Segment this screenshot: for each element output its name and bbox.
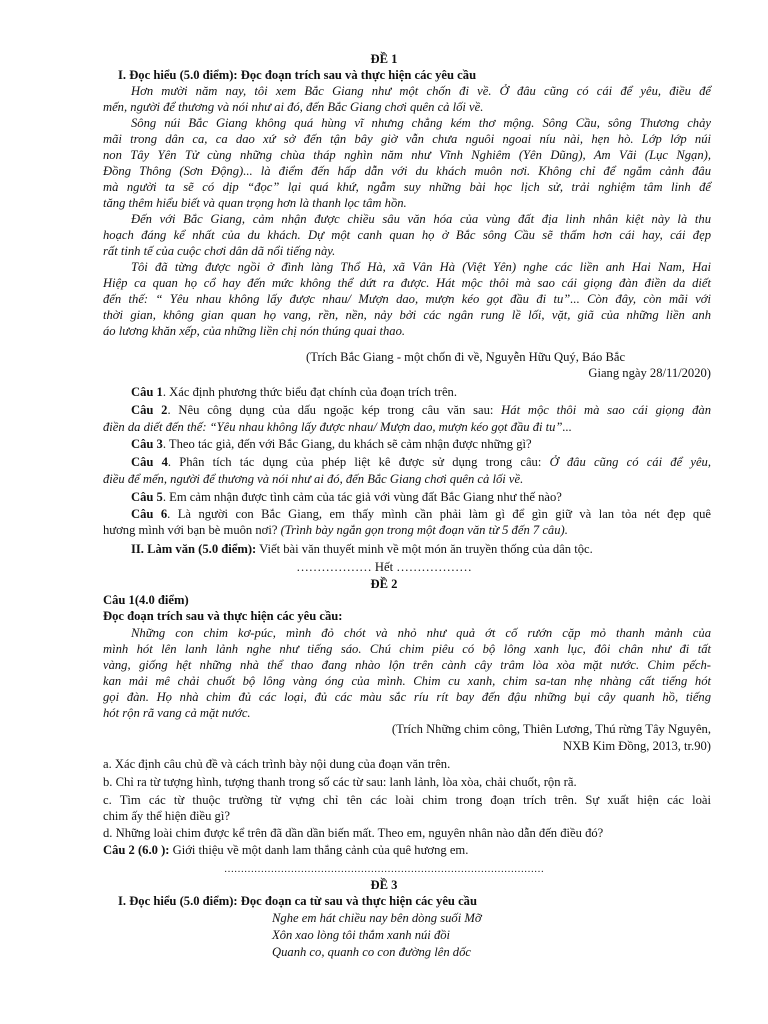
de2-question-a: a. Xác định câu chủ đề và cách trình bày nội dung của đoạn văn trên. bbox=[103, 757, 451, 771]
de2-question-d: d. Những loài chim được kể trên đã dần dần biến mất. Theo em, nguyên nhân nào dẫn đến điều đó? bbox=[103, 826, 604, 840]
de1-question-3: Câu 3. Theo tác giả, đến với Bắc Giang, du khách sẽ cảm nhận được những gì? bbox=[131, 437, 532, 451]
de1-question-2: Câu 2. Nêu công dụng của dấu ngoặc kép trong câu văn sau: Hát mộc thôi mà sao cái giọng đàn bbox=[131, 403, 711, 417]
de2-passage-line: gọi đàn. Họ nhà chim đủ các loại, đủ các màu sắc ríu rít bay đến đậu những bụi cây quanh hồ, tiếng bbox=[103, 690, 711, 704]
de2-question-b: b. Chỉ ra từ tượng hình, tượng thanh trong số các từ sau: lanh lảnh, lòa xòa, chải chuốt, rộn rã. bbox=[103, 775, 577, 789]
de1-question-6: Câu 6. Là người con Bắc Giang, em thấy mình cần phải làm gì để gìn giữ và lan tỏa nét đẹp quê bbox=[131, 507, 711, 521]
de1-source-line1: (Trích Bắc Giang - một chốn đi về, Nguyễn Hữu Quý, Báo Bắc bbox=[306, 350, 626, 364]
de1-passage-line: đến thế: “ Yêu nhau không lấy được nhau/ Mượn dao, mượn kéo gọt đầu đi tu”... Còn đây, còn mãi với bbox=[103, 292, 711, 306]
de1-passage-line: thời gian, không gian quan họ vang, rền, nền, nảy bởi các ngân rung lề lối, vặt, giã của những liền anh bbox=[103, 308, 711, 322]
de2-passage-line: mình hót lên lanh lảnh nghe như tiếng sáo. Chú chim piêu có bộ lông xanh lục, đôi chân như đi tất bbox=[103, 642, 711, 656]
de3-section1-header: I. Đọc hiểu (5.0 điểm): Đọc đoạn ca từ sau và thực hiện các yêu cầu bbox=[118, 894, 477, 908]
de1-question-4-cont: điều để mến, người để thương và nói như ai đó, đến Bắc Giang chơi quên cả lối về. bbox=[103, 472, 524, 486]
de1-passage-line: Đến với Bắc Giang, cảm nhận được chiều sâu văn hóa của vùng đất địa linh nhân kiệt này là thu bbox=[131, 212, 711, 226]
de2-title: ĐỀ 2 bbox=[370, 577, 398, 591]
de2-source-line1: (Trích Những chim công, Thiên Lương, Thú rừng Tây Nguyên, bbox=[391, 722, 711, 736]
de1-passage-line: non Tây Yên Tử cùng những chùa tháp nghìn năm như Vĩnh Nghiêm (Yên Dũng), Am Vãi (Lục Ngạn), bbox=[103, 148, 711, 162]
de1-section2: II. Làm văn (5.0 điểm): Viết bài văn thuyết minh về một món ăn truyền thống của dân tộc. bbox=[131, 542, 593, 556]
de1-passage-line: Hơn mười năm nay, tôi xem Bắc Giang như một chốn đi về. Ở đâu cũng có cái để yêu, điều để bbox=[131, 84, 711, 98]
de1-source-line2: Giang ngày 28/11/2020) bbox=[588, 366, 711, 380]
de1-passage-line: hoạch đáng kể nhất của du khách. Dự một canh quan họ ở Bắc sông Cầu sẽ thấm hơn cái hay, cái đẹp bbox=[103, 228, 711, 242]
de1-passage-line: mến, người để thương và nói như ai đó, đến Bắc Giang chơi quên cả lối về. bbox=[103, 100, 484, 114]
de1-end-mark: ……………… Hết ……………… bbox=[296, 560, 472, 574]
de1-passage-line: Đồng Thông (Sơn Động)... là điểm đến hấp dẫn với du khách muôn nơi. Không chỉ để ngắm cảnh đâu bbox=[103, 164, 711, 178]
de1-question-6-cont: hương mình với bạn bè muôn nơi? (Trình bày ngắn gọn trong một đoạn văn từ 5 đến 7 câu). bbox=[103, 523, 568, 537]
de2-question-c-cont: chim ấy thể hiện điều gì? bbox=[103, 809, 230, 823]
de1-passage-line: tăng thêm hiểu biết và quan trọng hơn là thanh lọc tâm hồn. bbox=[103, 196, 407, 210]
de1-passage-line: Sông núi Bắc Giang không quá hùng vĩ nhưng chẳng kém thơ mộng. Sông Cầu, sông Thương chảy bbox=[131, 116, 711, 130]
de1-passage-line: mãi trong dân ca, ca dao xứ sở đến tận bây giờ vẫn chưa nguôi ngoai níu nài, hẹn hò. Lớp lớp núi bbox=[103, 132, 711, 146]
de2-instruction: Đọc đoạn trích sau và thực hiện các yêu cầu: bbox=[103, 609, 343, 623]
de1-title: ĐỀ 1 bbox=[370, 52, 398, 66]
de3-poem-line: Xôn xao lòng tôi thắm xanh núi đồi bbox=[272, 928, 451, 942]
de2-passage-line: hót rộn rã vang cả mặt nước. bbox=[103, 706, 251, 720]
de2-passage-line: kan mải mê chải chuốt bộ lông vàng óng của mình. Chim cu xanh, chim sa-tan nhẹ nhàng cất tiếng hót bbox=[103, 674, 711, 688]
de1-question-2-cont: điền da diết đến thế: “Yêu nhau không lấy được nhau/ Mượn dao, mượn kéo gọt đầu đi tu”... bbox=[103, 420, 572, 434]
de3-poem-line: Nghe em hát chiều nay bên dòng suối Mỡ bbox=[272, 911, 482, 925]
de1-question-1: Câu 1. Xác định phương thức biểu đạt chính của đoạn trích trên. bbox=[131, 385, 457, 399]
de1-passage-line: áo lương khăn xếp, của những liền chị nón thúng quai thao. bbox=[103, 324, 406, 338]
de1-passage-line: mà người ta sẽ có dịp “đọc” lại quá khứ, ngẫm suy những bài học lịch sử, trải nghiệm tâm linh để bbox=[103, 180, 711, 194]
de1-passage-line: rất tinh tế của cuộc chơi dân dã nổi tiếng này. bbox=[103, 244, 336, 258]
de1-section1-header: I. Đọc hiểu (5.0 điểm): Đọc đoạn trích sau và thực hiện các yêu cầu bbox=[118, 68, 477, 82]
de2-cau1-header: Câu 1(4.0 điểm) bbox=[103, 593, 189, 607]
de1-passage-line: Tôi đã từng được ngồi ở đình làng Thổ Hà, xã Vân Hà (Việt Yên) nghe các liền anh Hai Nam, Hai bbox=[131, 260, 711, 274]
de2-divider: …………………………………………………………………………………… bbox=[224, 864, 544, 875]
de2-passage-line: vàng, giống hệt những nhà thể thao đang nhào lộn trên cành cây trâm lòa xòa mặt nước. Chim pếch- bbox=[103, 658, 711, 672]
de3-title: ĐỀ 3 bbox=[370, 878, 398, 892]
de3-poem-line: Quanh co, quanh co con đường lên dốc bbox=[272, 945, 471, 959]
de2-question-c: c. Tìm các từ thuộc trường từ vựng chỉ tên các loài chim trong đoạn trích trên. Sự xuất hiện các loài bbox=[103, 793, 711, 807]
de1-passage-line: Hiệp ca quan họ cổ hay đến mức không thể dứt ra được. Hát mộc thôi mà sao cái giọng đàn điền da diết bbox=[103, 276, 711, 290]
de1-question-4: Câu 4. Phân tích tác dụng của phép liệt kê được sử dụng trong câu: Ở đâu cũng có cái để yêu, bbox=[131, 455, 712, 469]
de2-source-line2: NXB Kim Đồng, 2013, tr.90) bbox=[563, 739, 711, 753]
de2-passage-line: Những con chim kơ-púc, mình đỏ chót và nhỏ như quả ớt cố rướn cặp mỏ thanh mảnh của bbox=[131, 626, 711, 640]
de2-cau2: Câu 2 (6.0 ): Giới thiệu về một danh lam thắng cảnh của quê hương em. bbox=[103, 843, 469, 857]
de1-question-5: Câu 5. Em cảm nhận được tình cảm của tác giả với vùng đất Bắc Giang như thế nào? bbox=[131, 490, 562, 504]
